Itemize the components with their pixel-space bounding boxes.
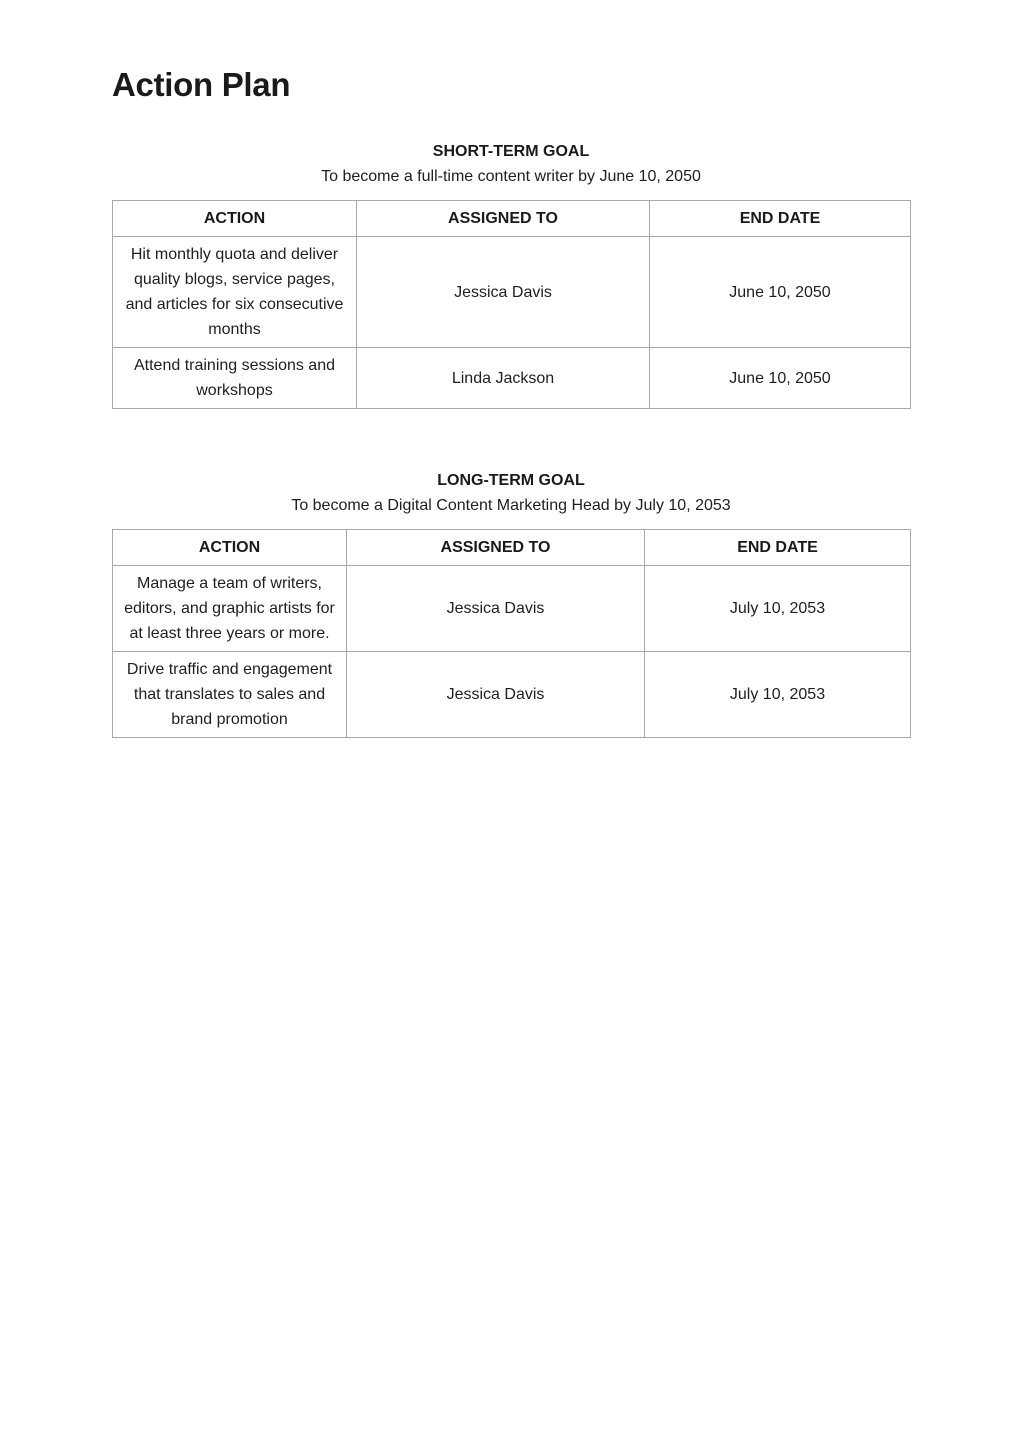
long-term-action-table: [112, 529, 911, 738]
column-header-action: ACTION: [113, 530, 347, 566]
action-cell: Drive traffic and engagement that translates to sales and brand promotion: [113, 652, 347, 738]
column-header-end-date: END DATE: [645, 530, 911, 566]
long-term-goal-description: To become a Digital Content Marketing Head by July 10, 2053: [291, 497, 731, 514]
short-term-goal-section: [112, 141, 910, 409]
column-header-assigned-to: ASSIGNED TO: [357, 201, 650, 237]
table-row: [113, 348, 911, 409]
column-header-assigned-to: ASSIGNED TO: [347, 530, 645, 566]
action-cell: Attend training sessions and workshops: [113, 348, 357, 409]
table-header-row: [113, 530, 911, 566]
page-title: Action Plan: [112, 66, 291, 103]
table-row: [113, 566, 911, 652]
short-term-goal-heading: SHORT-TERM GOAL: [432, 143, 590, 160]
assigned-to-cell: Jessica Davis: [357, 237, 650, 348]
table-row: [113, 652, 911, 738]
short-term-goal-description: To become a full-time content writer by June 10, 2050: [321, 168, 701, 185]
end-date-cell: July 10, 2053: [645, 566, 911, 652]
end-date-cell: June 10, 2050: [650, 237, 911, 348]
table-row: [113, 237, 911, 348]
short-term-action-table: [112, 200, 911, 409]
column-header-end-date: END DATE: [650, 201, 911, 237]
assigned-to-cell: Jessica Davis: [347, 652, 645, 738]
end-date-cell: June 10, 2050: [650, 348, 911, 409]
long-term-goal-heading: LONG-TERM GOAL: [437, 472, 585, 489]
assigned-to-cell: Linda Jackson: [357, 348, 650, 409]
action-cell: Hit monthly quota and deliver quality blogs, service pages, and articles for six consecutive months: [113, 237, 357, 348]
table-header-row: [113, 201, 911, 237]
end-date-cell: July 10, 2053: [645, 652, 911, 738]
column-header-action: ACTION: [113, 201, 357, 237]
assigned-to-cell: Jessica Davis: [347, 566, 645, 652]
action-cell: Manage a team of writers, editors, and graphic artists for at least three years or more.: [113, 566, 347, 652]
long-term-goal-section: [112, 470, 910, 738]
